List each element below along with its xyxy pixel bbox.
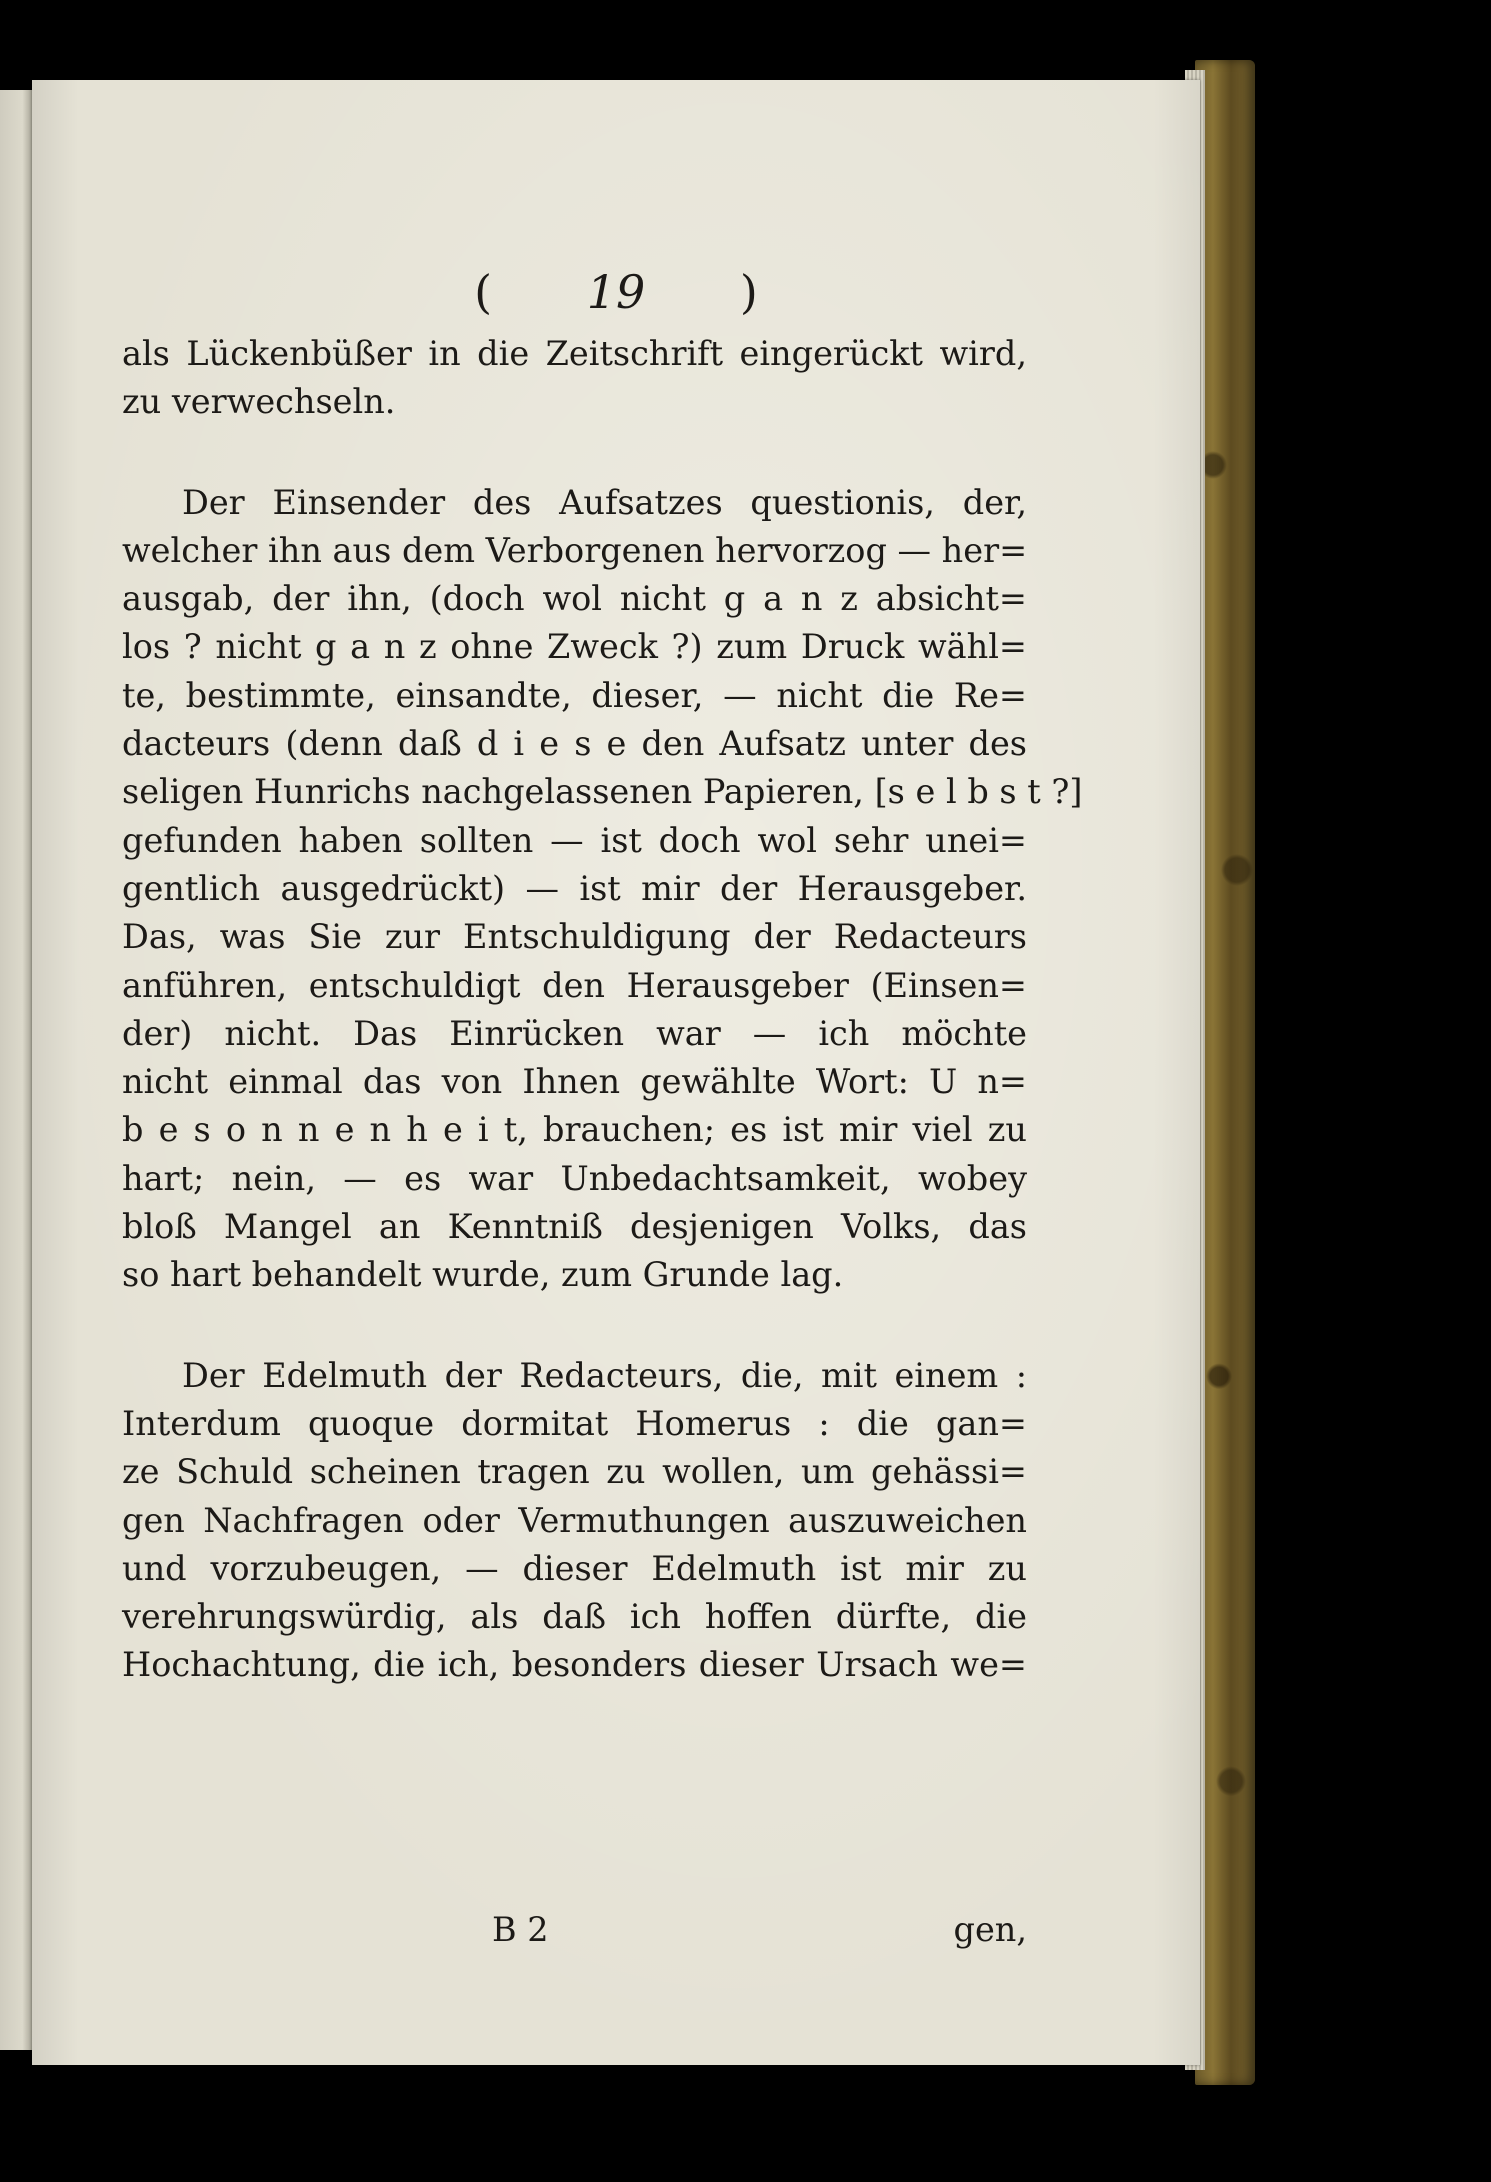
- text-line: hart; nein, — es war Unbedachtsamkeit, wobey: [122, 1158, 1027, 1198]
- text-line: Der Einsender des Aufsatzes questionis, der,: [182, 482, 1027, 522]
- text-line: ausgab, der ihn, (doch wol nicht g a n z absicht=: [122, 579, 1027, 619]
- text-line: so hart behandelt wurde, zum Grunde lag.: [122, 1255, 844, 1295]
- text-line: gentlich ausgedrückt) — ist mir der Herausgeber.: [122, 868, 1027, 908]
- header-close-paren: ): [739, 265, 758, 319]
- text-line: gen Nachfragen oder Vermuthungen auszuweichen: [122, 1500, 1027, 1540]
- paragraph-2: [122, 479, 1083, 1300]
- text-line: anführen, entschuldigt den Herausgeber (Einsen=: [122, 965, 1027, 1005]
- body-text: [122, 330, 1083, 1690]
- text-line: Hochachtung, die ich, besonders dieser Ursach we=: [122, 1645, 1027, 1685]
- text-line: seligen Hunrichs nachgelassenen Papieren, [s e l b s t ?]: [122, 772, 1083, 812]
- page-header: [32, 265, 1200, 319]
- text-line: und vorzubeugen, — dieser Edelmuth ist mir zu: [122, 1548, 1027, 1588]
- text-line: te, bestimmte, einsandte, dieser, — nicht die Re=: [122, 675, 1027, 715]
- catchword: gen,: [953, 1910, 1027, 1949]
- paragraph-3: [122, 1352, 1027, 1690]
- text-line: der) nicht. Das Einrücken war — ich möchte: [122, 1013, 1027, 1053]
- text-line: dacteurs (denn daß d i e s e den Aufsatz unter des: [122, 724, 1027, 764]
- text-line: Das, was Sie zur Entschuldigung der Redacteurs: [122, 917, 1027, 957]
- text-line: als Lückenbüßer in die Zeitschrift eingerückt wird,: [122, 334, 1027, 373]
- text-line: bloß Mangel an Kenntniß desjenigen Volks, das: [122, 1207, 1027, 1247]
- text-line: ze Schuld scheinen tragen zu wollen, um gehässi=: [122, 1452, 1027, 1492]
- text-line: gefunden haben sollten — ist doch wol sehr unei=: [122, 820, 1027, 860]
- text-line: welcher ihn aus dem Verborgenen hervorzog — her=: [122, 530, 1028, 570]
- signature-mark: B 2: [492, 1910, 549, 1949]
- text-line: b e s o n n e n h e i t, brauchen; es ist mir viel zu: [122, 1110, 1027, 1150]
- page-sheet: [32, 80, 1200, 2065]
- text-line: nicht einmal das von Ihnen gewählte Wort: U n=: [122, 1062, 1027, 1102]
- text-line: los ? nicht g a n z ohne Zweck ?) zum Druck wähl=: [122, 627, 1027, 667]
- paragraph-1: [122, 330, 1027, 427]
- text-line: Der Edelmuth der Redacteurs, die, mit einem :: [182, 1355, 1027, 1395]
- text-line: zu verwechseln.: [122, 382, 396, 422]
- facing-page-edge: [0, 90, 32, 2050]
- page-number: 19: [586, 265, 646, 319]
- text-line: Interdum quoque dormitat Homerus : die gan=: [122, 1403, 1027, 1443]
- text-line: verehrungswürdig, als daß ich hoffen dürfte, die: [122, 1597, 1027, 1637]
- header-open-paren: (: [474, 265, 493, 319]
